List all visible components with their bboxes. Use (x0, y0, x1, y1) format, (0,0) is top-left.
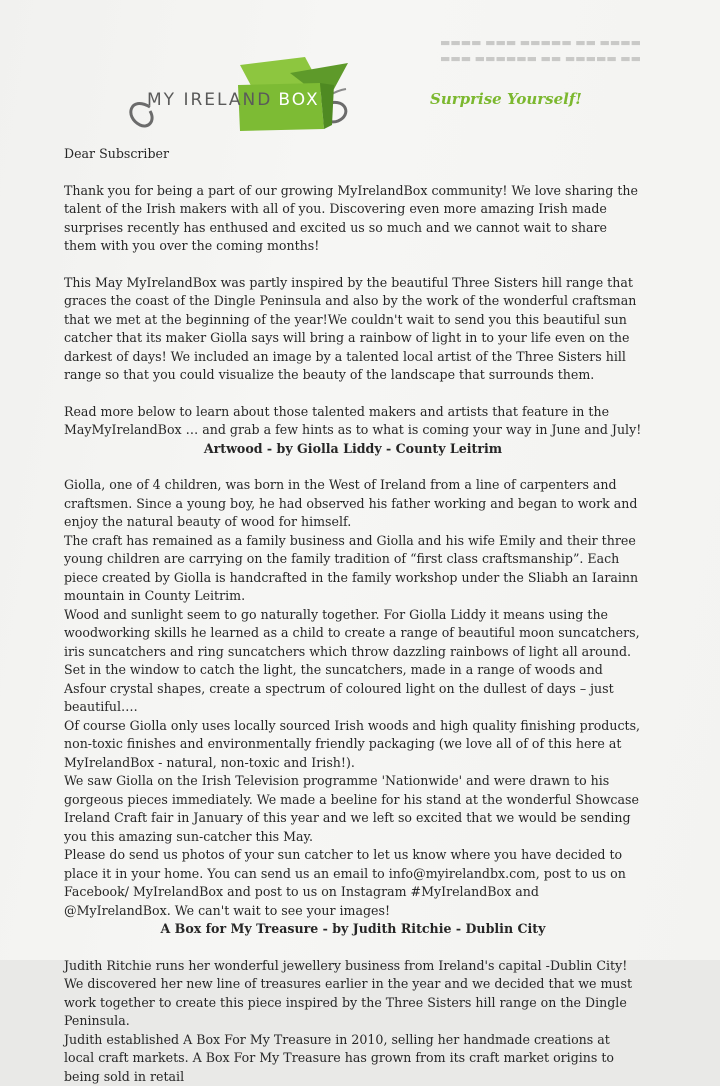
letter-body (64, 145, 642, 1086)
section-paragraph: The craft has remained as a family business and Giolla and his wife Emily and their three young children are carrying on the family tradition of “first class craftsmanship”. Each piece created by Giolla is handcrafted in the family workshop under the Sliabh an Iarainn mountain in County Leitrim. (64, 532, 642, 606)
logo-wordmark-right: BOX (278, 90, 319, 110)
logo-wordmark (147, 90, 320, 110)
section-paragraph: Judith Ritchie runs her wonderful jewellery business from Ireland's capital -Dublin City! We discovered her new line of treasures earlier in the year and we decided that we must work together to create this piece inspired by the Three Sisters hill range on the Dingle Peninsula. (64, 957, 642, 1031)
section-paragraph: Please do send us photos of your sun catcher to let us know where you have decided to place it in your home. You can send us an email to info@myirelandbx.com, post to us on Facebook/ MyIrelandBox and post to us on Instagram #MyIrelandBox and @MyIrelandBox. We can't wait to see your images! (64, 846, 642, 920)
intro-paragraph: Thank you for being a part of our growing MyIrelandBox community! We love sharing the talent of the Irish makers with all of you. Discovering even more amazing Irish made surprises recently has enthused and excited us so much and we cannot wait to share them with you over the coming months! (64, 182, 642, 256)
tagline: Surprise Yourself! (430, 90, 582, 108)
section-paragraph: Judith established A Box For My Treasure in 2010, selling her handmade creations at local craft markets. A Box For My Treasure has grown from its craft market origins to being sold in retail (64, 1031, 642, 1086)
logo-wordmark-left: MY IRELAND (147, 90, 272, 110)
section-paragraph: Of course Giolla only uses locally sourced Irish woods and high quality finishing products, non-toxic finishes and environmentally friendly packaging (we love all of of this here at MyIrelandBox - natural, non-toxic and Irish!). (64, 717, 642, 773)
section-paragraph: We saw Giolla on the Irish Television programme 'Nationwide' and were drawn to his gorgeous pieces immediately. We made a beeline for his stand at the wonderful Showcase Ireland Craft fair in January of this year and we left so excited that we would be sending you this amazing sun-catcher this May. (64, 772, 642, 846)
section-heading-box-for-my-treasure: A Box for My Treasure - by Judith Ritchie - Dublin City (64, 920, 642, 939)
greeting: Dear Subscriber (64, 145, 642, 164)
section-paragraph: Giolla, one of 4 children, was born in the West of Ireland from a line of carpenters and craftsmen. Since a young boy, he had observed his father working and began to work and enjoy the natural beauty of wood for himself. (64, 476, 642, 532)
read-more-paragraph: Read more below to learn about those talented makers and artists that feature in the MayMyIrelandBox … and grab a few hints as to what is coming your way in June and July! (64, 403, 642, 440)
show-through-text: ▬▬▬ ▬▬▬▬▬▬ ▬▬ ▬▬▬▬▬ ▬▬ (440, 52, 641, 65)
section-paragraph: Wood and sunlight seem to go naturally together. For Giolla Liddy it means using the woodworking skills he learned as a child to create a range of beautiful moon suncatchers, iris suncatchers and ring suncatchers which throw dazzling rainbows of light all around. Set in the window to catch the light, the suncatchers, made in a range of woods and Asfour crystal shapes, create a spectrum of coloured light on the dullest of days – just beautiful…. (64, 606, 642, 717)
may-box-paragraph: This May MyIrelandBox was partly inspired by the beautiful Three Sisters hill range that graces the coast of the Dingle Peninsula and also by the work of the wonderful craftsman that we met at the beginning of the year!We couldn't wait to send you this beautiful sun catcher that its maker Giolla says will bring a rainbow of light in to your life even on the darkest of days! We included an image by a talented local artist of the Three Sisters hill range so that you could visualize the beauty of the landscape that surrounds them. (64, 274, 642, 385)
show-through-text: ▬▬▬▬ ▬▬▬ ▬▬▬▬▬ ▬▬ ▬▬▬▬ (440, 36, 641, 49)
section-heading-artwood: Artwood - by Giolla Liddy - County Leitrim (64, 440, 642, 459)
